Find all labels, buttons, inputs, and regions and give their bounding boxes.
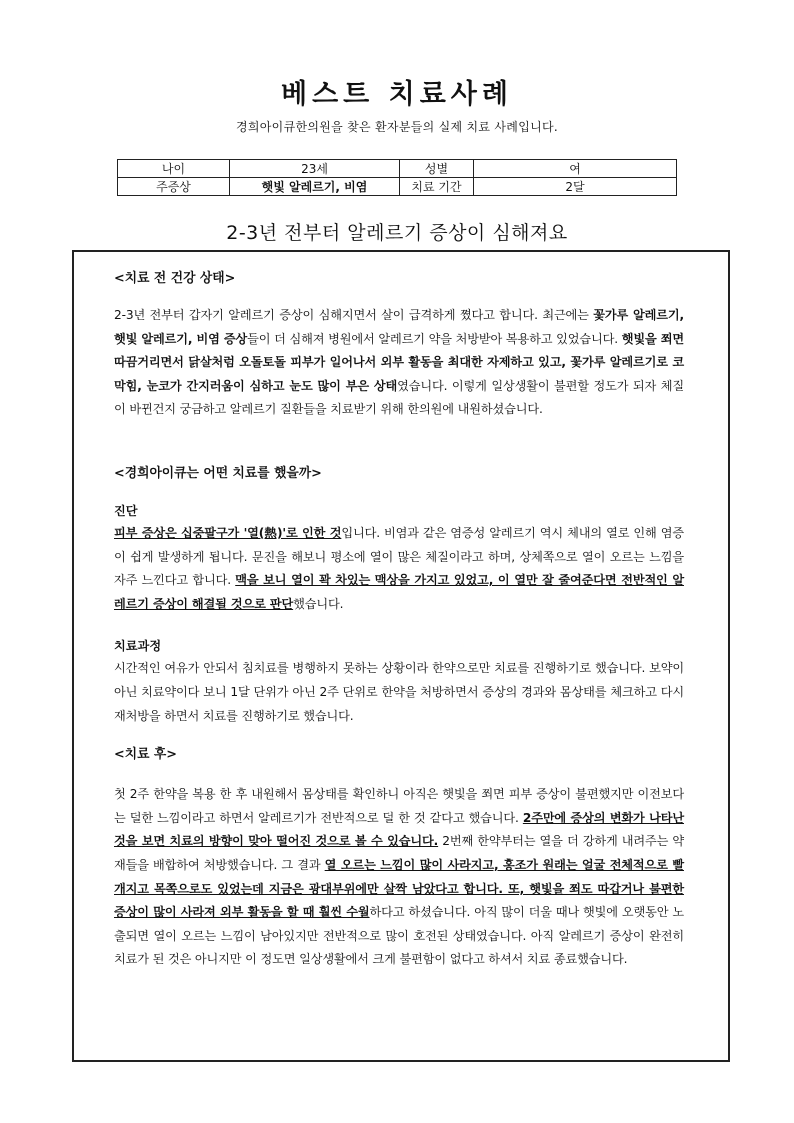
patient-info-table xyxy=(117,159,677,196)
text-span: 였습니다. 이렇게 일상생활이 불편할 정도가 되자 체질이 바뀐건지 궁금하고 알레르기 질환들을 치료받기 위해 한의원에 내원하셨습니다. xyxy=(114,378,684,417)
text-span: 하다고 하셨습니다. 아직 많이 더울 때나 햇빛에 오랫동안 노출되면 열이 오르는 느낌이 남아있지만 전반적으로 많이 호전된 상태였습니다. 아직 알레르기 증상이 완전히 치료가 된 것은 아니지만 이 정도면 일상생활에서 크게 불편함이 없다고 하셔서 치료 종료했습니다. xyxy=(114,905,684,967)
section-heading-before: <치료 전 건강 상태> xyxy=(114,271,236,286)
age-label: 나이 xyxy=(118,160,230,178)
before-paragraph xyxy=(114,304,684,422)
case-headline: 2-3년 전부터 알레르기 증상이 심해져요 xyxy=(226,222,568,244)
text-span: 입니다. 비염과 같은 염증성 알레르기 역시 체내의 열로 인해 염증이 쉽게 발생하게 됩니다. 문진을 해보니 평소에 열이 많은 체질이라고 하며, 상체쪽으로 열이 오르는 느낌을 자주 느낀다고 합니다. xyxy=(114,525,684,588)
bold-text: 꽃가루 알레르기, 햇빛 알레르기, 비염 증상 xyxy=(114,308,684,346)
text-span: 했습니다. xyxy=(293,596,344,611)
underlined-text: 맥을 보니 열이 꽉 차있는 맥상을 가지고 있었고, 이 열만 잘 줄여준다면 전반적인 알레르기 증상이 해결될 것으로 판단 xyxy=(114,573,684,611)
text-span: 첫 2주 한약을 복용 한 후 내원해서 몸상태를 확인하니 아직은 햇빛을 쬐면 피부 증상이 불편했지만 이전보다는 덜한 느낌이라고 하면서 알레르기가 전반적으로 덜 한 것 같다고 했습니다. xyxy=(114,787,684,825)
period-value: 2달 xyxy=(474,178,677,196)
diagnosis-paragraph xyxy=(114,522,684,616)
underlined-text: 2주만에 증상의 변화가 나타난 것을 보면 치료의 방향이 맞아 떨어진 것으로 볼 수 있습니다. xyxy=(114,810,684,849)
process-title: 치료과정 xyxy=(114,639,162,654)
text-span: 들이 더 심해져 병원에서 알레르기 약을 처방받아 복용하고 있었습니다. xyxy=(247,331,622,346)
section-heading-treatment: <경희아이큐는 어떤 치료를 했을까> xyxy=(114,465,322,481)
gender-label: 성별 xyxy=(400,160,474,178)
table-row xyxy=(118,160,677,178)
text-span: 2번째 한약부터는 열을 더 강하게 내려주는 약재들을 배합하여 처방했습니다. 그 결과 xyxy=(114,834,685,872)
symptom-value: 햇빛 알레르기, 비염 xyxy=(230,178,400,196)
case-content-box xyxy=(72,250,730,1062)
text-span: 2-3년 전부터 갑자기 알레르기 증상이 심해지면서 살이 급격하게 쪘다고 합니다. 최근에는 xyxy=(114,308,594,322)
gender-value: 여 xyxy=(474,160,677,178)
symptom-label: 주증상 xyxy=(118,178,230,196)
underlined-text: 열 오르는 느낌이 많이 사라지고, 홍조가 원래는 얼굴 전체적으로 빨개지고 목쪽으로도 있었는데 지금은 광대부위에만 살짝 남았다고 합니다. 또, 햇빛을 쬐도 따갑거나 불편한 증상이 많이 사라져 외부 활동을 할 때 훨씬 수월 xyxy=(114,857,684,920)
age-value: 23세 xyxy=(230,160,400,178)
bold-text: 햇빛을 쬐면 따끔거리면서 닭살처럼 오돌토돌 피부가 일어나서 외부 활동을 최대한 자제하고 있고, 꽃가루 알레르기로 코막힘, 눈코가 간지러움이 심하고 눈도 많이 부은 상태 xyxy=(114,331,684,393)
after-paragraph xyxy=(114,783,684,972)
period-label: 치료 기간 xyxy=(400,178,474,196)
diagnosis-title: 진단 xyxy=(114,503,138,518)
process-paragraph: 시간적인 여유가 안되서 침치료를 병행하지 못하는 상황이라 한약으로만 치료를 진행하기로 했습니다. 보약이 아닌 치료약이다 보니 1달 단위가 아닌 2주 단위로 한약을 처방하면서 증상의 경과와 몸상태를 체크하고 다시 재처방을 하면서 치료를 진행하기로 했습니다. xyxy=(114,661,684,723)
table-row xyxy=(118,178,677,196)
case-content xyxy=(114,268,684,972)
underlined-text: 피부 증상은 십중팔구가 '열(熱)'로 인한 것 xyxy=(114,525,342,540)
page-subtitle: 경희아이큐한의원을 찾은 환자분들의 실제 치료 사례입니다. xyxy=(236,120,558,134)
page-title: 베스트 치료사례 xyxy=(281,79,513,110)
section-heading-after: <치료 후> xyxy=(114,747,177,763)
